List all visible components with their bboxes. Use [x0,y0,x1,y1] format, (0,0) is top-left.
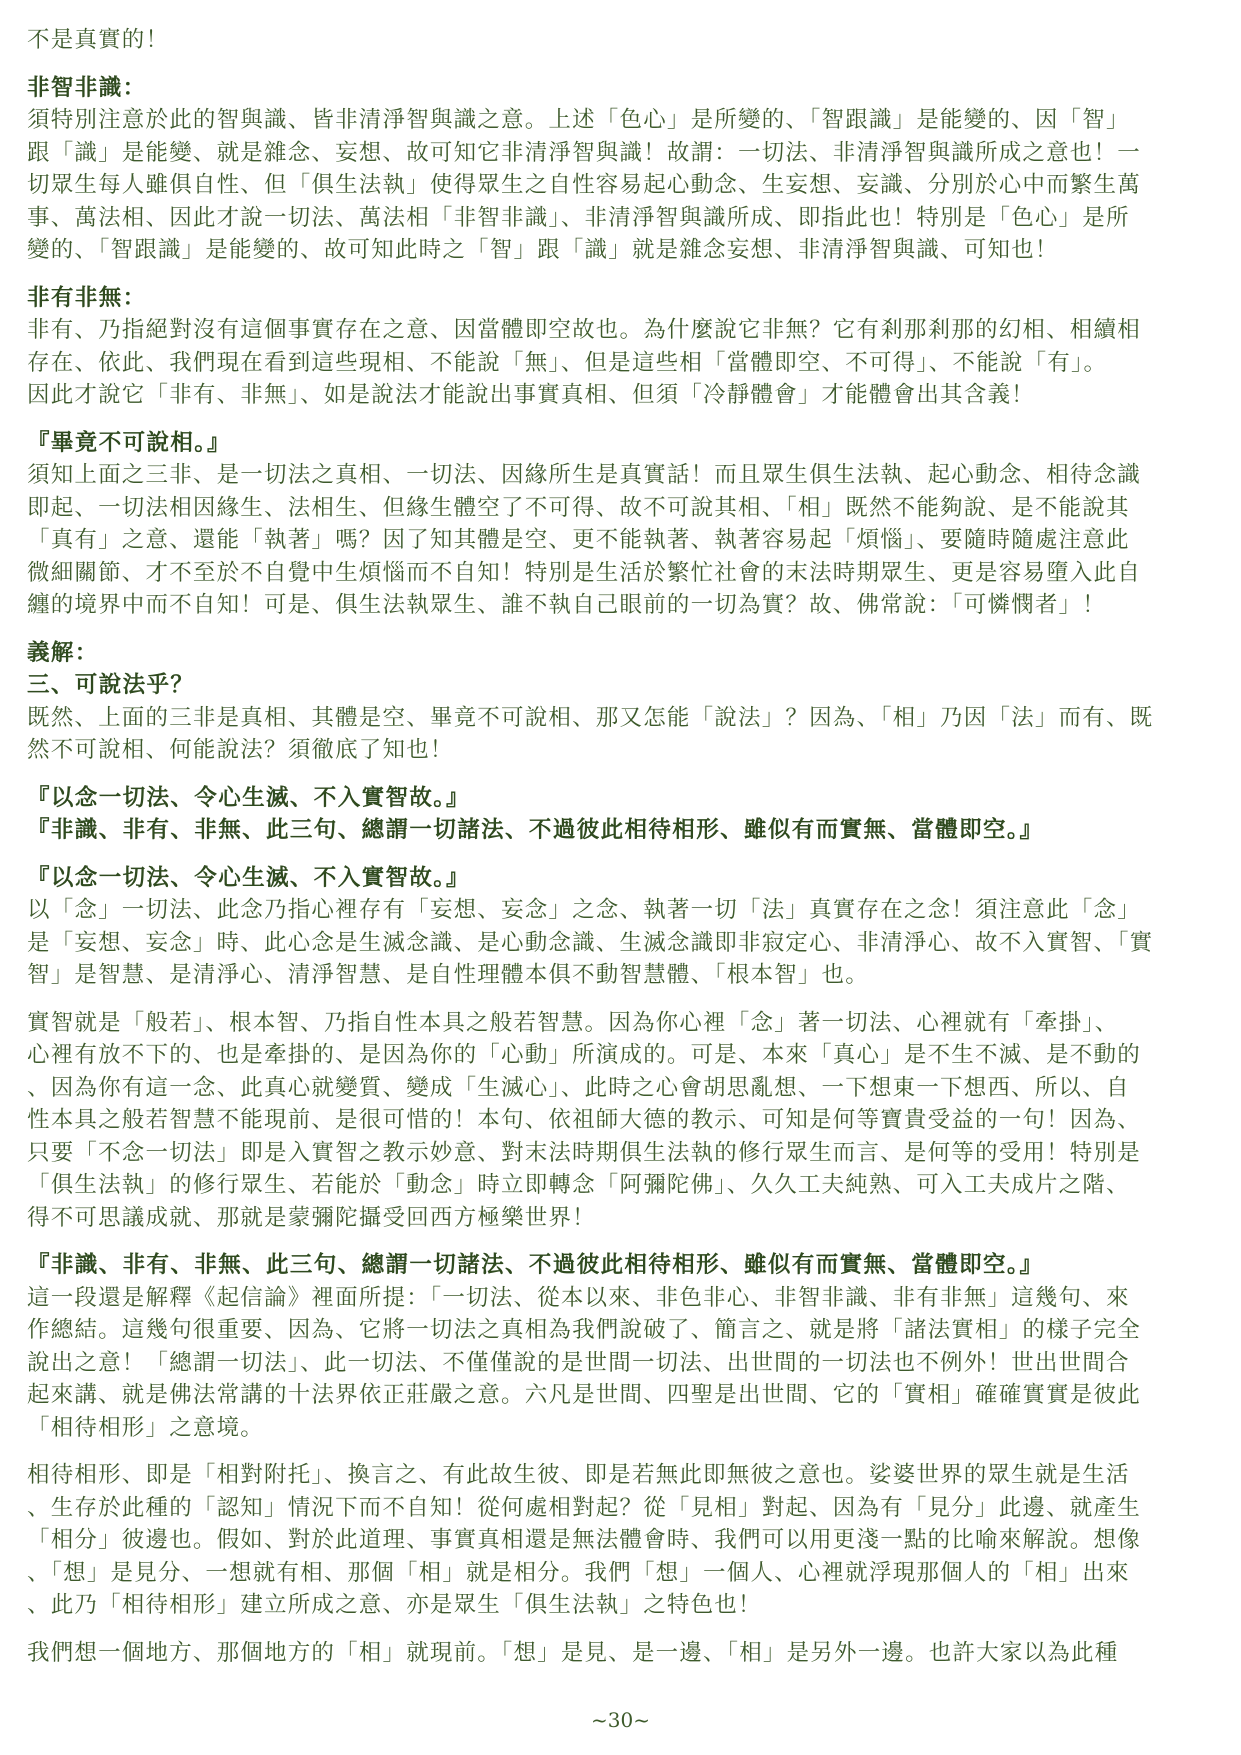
text-line: 「俱生法執」的修行眾生、若能於「動念」時立即轉念「阿彌陀佛」、久久工夫純熟、可入工夫成片之階、 [27,1172,1130,1198]
section-heading: 三、可說法乎？ [27,672,195,698]
section-heading: 非智非識： [27,74,147,101]
text-line: 跟「識」是能變、就是雜念、妄想、故可知它非清淨智與識！故謂：一切法、非清淨智與識所成之意也！一 [27,139,1141,166]
text-line: 「真有」之意、還能「執著」嗎？因了知其體是空、更不能執著、執著容易起「煩惱」、要隨時隨處注意此 [27,527,1130,553]
section-heading: 『以念一切法、令心生滅、不入實智故。』 [27,864,470,891]
text-line: 相待相形、即是「相對附托」、換言之、有此故生彼、即是若無此即無彼之意也。娑婆世界的眾生就是生活 [27,1462,1130,1488]
section-heading: 非有非無： [27,284,147,311]
section-heading: 『非識、非有、非無、此三句、總謂一切諸法、不過彼此相待相形、雖似有而實無、當體即空。』 [27,1252,1044,1278]
text-line: 「相待相形」之意境。 [27,1414,265,1441]
text-line: 這一段還是解釋《起信論》裡面所提：「一切法、從本以來、非色非心、非智非識、非有非無」這幾句、來 [27,1284,1130,1311]
text-line: 微細關節、才不至於不自覺中生煩惱而不自知！特別是生活於繁忙社會的末法時期眾生、更是容易墮入此自 [27,559,1141,586]
text-line: 智」是智慧、是清淨心、清淨智慧、是自性理體本俱不動智慧體、「根本智」也。 [27,962,869,988]
text-line: 、「想」是見分、一想就有相、那個「相」就是相分。我們「想」一個人、心裡就浮現那個人的「相」出來 [27,1559,1130,1586]
text-line: 不是真實的！ [27,27,170,53]
text-line: 然不可說相、何能說法？須徹底了知也！ [27,737,454,763]
text-line: 因此才說它「非有、非無」、如是說法才能說出事實真相、但須「冷靜體會」才能體會出其含義！ [27,382,1035,408]
text-line: 「相分」彼邊也。假如、對於此道理、事實真相還是無法體會時、我們可以用更淺一點的比喻來解說。想像 [27,1527,1141,1553]
document-body [27,24,1217,1669]
paragraph-gap [27,1234,1217,1249]
text-line: 只要「不念一切法」即是入實智之教示妙意、對末法時期俱生法執的修行眾生而言、是何等的受用！特別是 [27,1139,1141,1166]
text-line: 切眾生每人雖俱自性、但「俱生法執」使得眾生之自性容易起心動念、生妄想、妄識、分別於心中而繁生萬 [27,172,1141,198]
text-line: 性本具之般若智慧不能現前、是很可惜的！本句、依祖師大德的教示、可知是何等寶貴受益的一句！因為、 [27,1107,1141,1133]
text-line: 、此乃「相待相形」建立所成之意、亦是眾生「俱生法執」之特色也！ [27,1592,762,1618]
paragraph-gap [27,57,1217,72]
text-line: 是「妄想、妄念」時、此心念是生滅念識、是心動念識、生滅念識即非寂定心、非清淨心、故不入實智、「實 [27,929,1154,956]
paragraph-gap [27,267,1217,282]
text-line: 即起、一切法相因緣生、法相生、但緣生體空了不可得、故不可說其相、「相」既然不能夠說、是不能說其 [27,494,1130,521]
text-line: 須知上面之三非、是一切法之真相、一切法、因緣所生是真實話！而且眾生俱生法執、起心動念、相待念識 [27,462,1141,488]
page-number: ~30~ [591,1708,650,1732]
text-line: 纏的境界中而不自知！可是、俱生法執眾生、誰不執自己眼前的一切為實？故、佛常說：「可憐憫者」！ [27,592,1106,618]
paragraph-gap [27,1444,1217,1459]
section-heading: 義解： [27,639,99,666]
paragraph-gap [27,847,1217,862]
text-line: 得不可思議成就、那就是蒙彌陀攝受回西方極樂世界！ [27,1204,596,1231]
section-heading: 『非識、非有、非無、此三句、總謂一切諸法、不過彼此相待相形、雖似有而實無、當體即空。』 [27,817,1044,843]
text-line: 實智就是「般若」、根本智、乃指自性本具之般若智慧。因為你心裡「念」著一切法、心裡就有「牽掛」、 [27,1009,1119,1036]
paragraph-gap [27,992,1217,1007]
text-line: 起來講、就是佛法常講的十法界依正莊嚴之意。六凡是世間、四聖是出世間、它的「實相」確確實實是彼此 [27,1382,1141,1408]
paragraph-gap [27,412,1217,427]
text-line: 作總結。這幾句很重要、因為、它將一切法之真相為我們說破了、簡言之、就是將「諸法實相」的樣子完全 [27,1317,1141,1343]
section-heading: 『以念一切法、令心生滅、不入實智故。』 [27,784,470,811]
text-line: 既然、上面的三非是真相、其體是空、畢竟不可說相、那又怎能「說法」？因為、「相」乃因「法」而有、既 [27,704,1154,731]
text-line: 、生存於此種的「認知」情況下而不自知！從何處相對起？從「見相」對起、因為有「見分」此邊、就產生 [27,1494,1141,1521]
text-line: 我們想一個地方、那個地方的「相」就現前。「想」是見、是一邊、「相」是另外一邊。也許大家以為此種 [27,1639,1119,1666]
text-line: 、因為你有這一念、此真心就變質、變成「生滅心」、此時之心會胡思亂想、一下想東一下想西、所以、自 [27,1074,1130,1101]
text-line: 說出之意！「總謂一切法」、此一切法、不僅僅說的是世間一切法、出世間的一切法也不例外！世出世間合 [27,1349,1130,1376]
paragraph-gap [27,1622,1217,1637]
text-line: 變的、「智跟識」是能變的、故可知此時之「智」跟「識」就是雜念妄想、非清淨智與識、可知也！ [27,237,1059,263]
text-line: 心裡有放不下的、也是牽掛的、是因為你的「心動」所演成的。可是、本來「真心」是不生不滅、是不動的 [27,1042,1141,1068]
text-line: 存在、依此、我們現在看到這些現相、不能說「無」、但是這些相「當體即空、不可得」、不能說「有」。 [27,349,1108,376]
paragraph-gap [27,622,1217,637]
section-heading: 『畢竟不可說相。』 [27,429,231,456]
paragraph-gap [27,767,1217,782]
text-line: 事、萬法相、因此才說一切法、萬法相「非智非識」、非清淨智與識所成、即指此也！特別是「色心」是所 [27,204,1130,231]
text-line: 非有、乃指絕對沒有這個事實存在之意、因當體即空故也。為什麼說它非無？它有剎那剎那的幻相、相續相 [27,317,1141,343]
text-line: 以「念」一切法、此念乃指心裡存有「妄想、妄念」之念、執著一切「法」真實存在之念！須注意此「念」 [27,897,1141,923]
text-line: 須特別注意於此的智與識、皆非清淨智與識之意。上述「色心」是所變的、「智跟識」是能變的、因「智」 [27,107,1130,133]
